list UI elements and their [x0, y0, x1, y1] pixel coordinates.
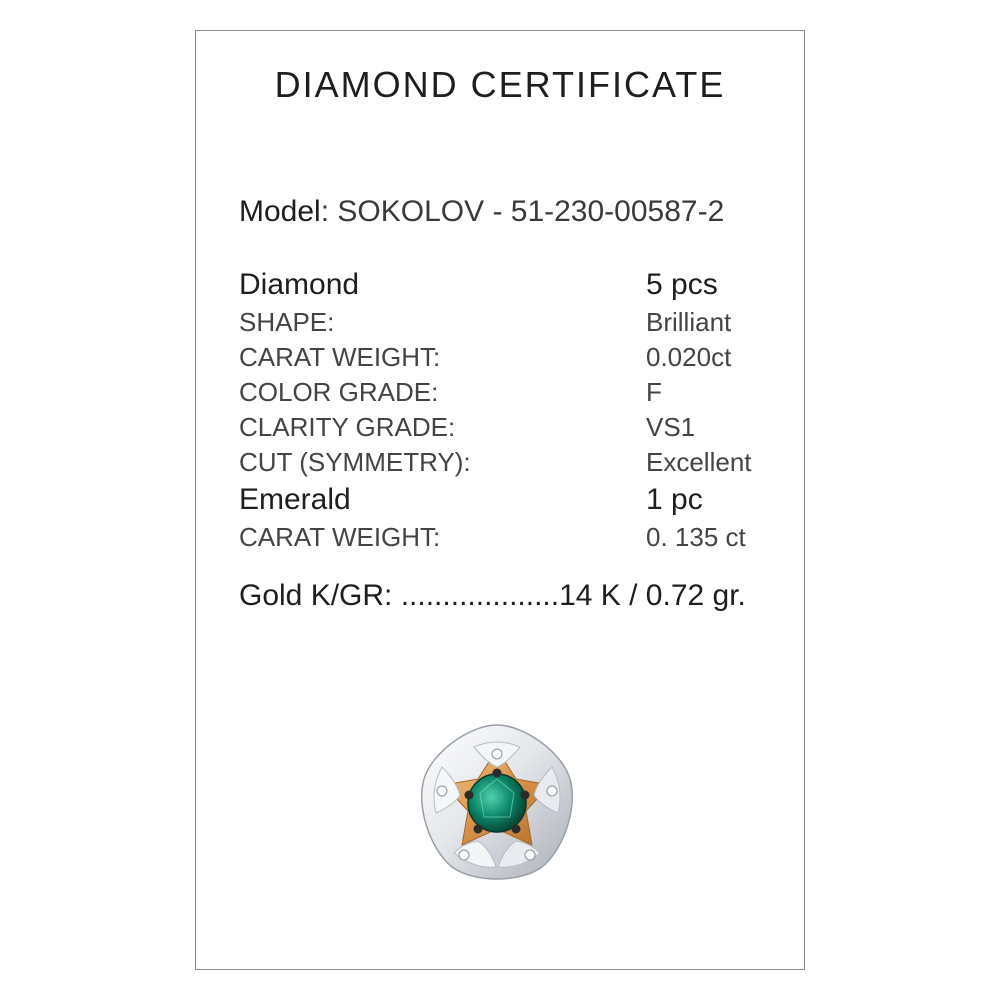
spec-label: CARAT WEIGHT: — [239, 522, 441, 552]
model-line — [239, 194, 724, 230]
model-value: : SOKOLOV - 51-230-00587-2 — [320, 195, 725, 228]
model-label: Model — [239, 195, 321, 228]
spec-value: F — [646, 377, 662, 407]
emerald-name: Emerald — [239, 483, 351, 516]
spec-label: SHAPE: — [239, 307, 335, 337]
spec-label: CLARITY GRADE: — [239, 412, 456, 442]
certificate-card — [195, 30, 805, 970]
spec-value: 0. 135 ct — [646, 522, 746, 552]
emerald-count: 1 pc — [646, 483, 703, 516]
spec-value: 0.020ct — [646, 342, 732, 372]
pendant-with-emerald-and-diamonds-icon — [412, 717, 582, 887]
spec-label: CARAT WEIGHT: — [239, 342, 441, 372]
diamond-name: Diamond — [239, 268, 360, 301]
gold-line: Gold K/GR: ...................14 K / 0.72 gr. — [239, 579, 746, 612]
spec-value: Excellent — [646, 447, 752, 477]
certificate-title: DIAMOND CERTIFICATE — [274, 64, 726, 105]
spec-label: COLOR GRADE: — [239, 377, 439, 407]
spec-value: VS1 — [646, 412, 696, 442]
diamond-count: 5 pcs — [646, 268, 718, 301]
spec-value: Brilliant — [646, 307, 732, 337]
spec-label: CUT (SYMMETRY): — [239, 447, 471, 477]
